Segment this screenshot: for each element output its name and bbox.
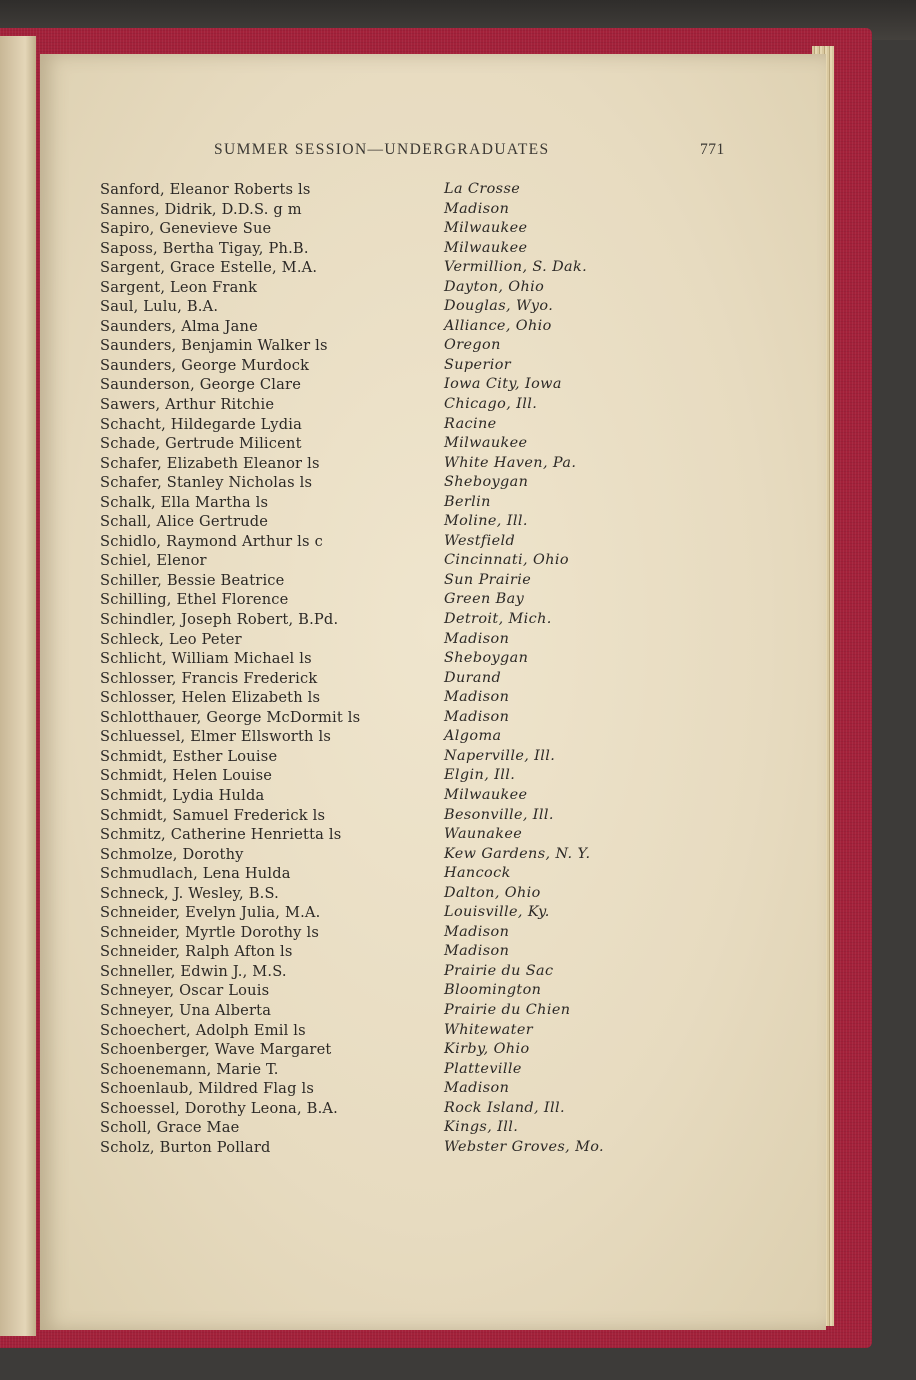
list-item: [100, 513, 700, 533]
list-item: [100, 416, 700, 436]
student-name: Schoessel, Dorothy Leona, B.A.: [100, 1099, 338, 1117]
student-name: Saunders, Alma Jane: [100, 317, 258, 335]
list-item: [100, 611, 700, 631]
list-item: [100, 357, 700, 377]
student-hometown: Naperville, Ill.: [444, 747, 556, 764]
list-item: [100, 474, 700, 494]
list-item: [100, 1139, 700, 1159]
list-item: [100, 240, 700, 260]
list-item: [100, 826, 700, 846]
student-name: Schacht, Hildegarde Lydia: [100, 415, 303, 433]
student-hometown: Kew Gardens, N. Y.: [444, 845, 591, 862]
list-item: [100, 865, 700, 885]
student-name: Sawers, Arthur Ritchie: [100, 396, 275, 414]
list-item: [100, 1119, 700, 1139]
student-hometown: Sun Prairie: [444, 571, 532, 588]
student-name: Sanford, Eleanor Roberts ls: [100, 181, 311, 198]
student-hometown: Westfield: [444, 532, 516, 549]
student-hometown: Vermillion, S. Dak.: [444, 259, 588, 276]
list-item: [100, 1061, 700, 1081]
student-hometown: Madison: [444, 689, 510, 706]
student-name: Schiller, Bessie Beatrice: [100, 571, 285, 589]
student-name: Schluessel, Elmer Ellsworth ls: [100, 728, 332, 746]
list-item: [100, 1022, 700, 1042]
student-hometown: Chicago, Ill.: [444, 396, 538, 413]
student-name: Sargent, Grace Estelle, M.A.: [100, 259, 318, 277]
list-item: [100, 670, 700, 690]
list-item: [100, 318, 700, 338]
list-item: [100, 807, 700, 827]
student-hometown: Madison: [444, 923, 510, 940]
list-item: [100, 748, 700, 768]
student-hometown: Madison: [444, 708, 510, 725]
student-name: Schoenberger, Wave Margaret: [100, 1041, 332, 1059]
student-hometown: Kings, Ill.: [444, 1119, 519, 1136]
facing-page-edge: [0, 36, 36, 1336]
student-name: Saunders, George Murdock: [100, 356, 310, 374]
student-hometown: Moline, Ill.: [444, 513, 528, 530]
list-item: [100, 1080, 700, 1100]
list-item: [100, 924, 700, 944]
student-name: Schneyer, Oscar Louis: [100, 982, 270, 1000]
list-item: [100, 494, 700, 514]
student-name: Schneider, Ralph Afton ls: [100, 943, 293, 961]
list-item: [100, 533, 700, 553]
student-name: Scholz, Burton Pollard: [100, 1138, 271, 1156]
student-name: Schade, Gertrude Milicent: [100, 435, 302, 453]
student-hometown: Prairie du Sac: [444, 962, 554, 979]
student-hometown: Milwaukee: [444, 435, 528, 452]
student-name: Schindler, Joseph Robert, B.Pd.: [100, 611, 339, 629]
list-item: [100, 376, 700, 396]
student-name: Saunders, Benjamin Walker ls: [100, 337, 328, 355]
student-hometown: Louisville, Ky.: [444, 904, 550, 921]
student-name: Schmolze, Dorothy: [100, 845, 244, 863]
student-hometown: Algoma: [444, 728, 502, 745]
student-hometown: Hancock: [444, 865, 511, 882]
list-item: [100, 552, 700, 572]
list-item: [100, 728, 700, 748]
student-name: Schlotthauer, George McDormit ls: [100, 708, 361, 726]
student-name: Saunderson, George Clare: [100, 376, 302, 394]
student-hometown: Detroit, Mich.: [444, 611, 552, 628]
student-hometown: Besonville, Ill.: [444, 806, 554, 823]
list-item: [100, 279, 700, 299]
student-name: Sannes, Didrik, D.D.S. g m: [100, 200, 302, 218]
list-item: [100, 337, 700, 357]
list-item: [100, 963, 700, 983]
student-hometown: Madison: [444, 630, 510, 647]
list-item: [100, 572, 700, 592]
student-name: Schilling, Ethel Florence: [100, 591, 289, 609]
student-name: Schneider, Myrtle Dorothy ls: [100, 923, 320, 941]
list-item: [100, 259, 700, 279]
student-name: Sargent, Leon Frank: [100, 278, 258, 296]
student-hometown: Sheboygan: [444, 650, 529, 667]
list-item: [100, 201, 700, 221]
student-hometown: Oregon: [444, 337, 501, 354]
list-item: [100, 885, 700, 905]
student-hometown: Dalton, Ohio: [444, 884, 541, 901]
student-name: Schoenlaub, Mildred Flag ls: [100, 1080, 315, 1098]
list-item: [100, 904, 700, 924]
student-hometown: Sheboygan: [444, 474, 529, 491]
student-name: Schall, Alice Gertrude: [100, 513, 269, 531]
student-hometown: Racine: [444, 415, 497, 432]
student-hometown: Bloomington: [444, 982, 542, 999]
student-name: Schmidt, Esther Louise: [100, 747, 278, 765]
list-item: [100, 1002, 700, 1022]
student-name: Schlosser, Helen Elizabeth ls: [100, 689, 321, 707]
student-hometown: Superior: [444, 356, 512, 373]
student-hometown: White Haven, Pa.: [444, 454, 577, 471]
list-item: [100, 298, 700, 318]
student-hometown: Cincinnati, Ohio: [444, 552, 569, 569]
student-hometown: Berlin: [444, 493, 491, 510]
student-name: Schmudlach, Lena Hulda: [100, 865, 291, 883]
student-name: Schneck, J. Wesley, B.S.: [100, 884, 279, 902]
student-hometown: Madison: [444, 1080, 510, 1097]
student-hometown: La Crosse: [444, 181, 521, 197]
student-hometown: Madison: [444, 200, 510, 217]
student-name: Schneller, Edwin J., M.S.: [100, 962, 287, 980]
student-hometown: Rock Island, Ill.: [444, 1099, 565, 1116]
list-item: [100, 631, 700, 651]
running-header: SUMMER SESSION—UNDERGRADUATES: [214, 141, 550, 158]
student-hometown: Douglas, Wyo.: [444, 298, 554, 315]
student-name: Schmitz, Catherine Henrietta ls: [100, 826, 342, 844]
list-item: [100, 689, 700, 709]
student-name: Schlicht, William Michael ls: [100, 650, 312, 668]
student-name: Schiel, Elenor: [100, 552, 207, 570]
list-item: [100, 787, 700, 807]
student-hometown: Platteville: [444, 1060, 522, 1077]
student-hometown: Alliance, Ohio: [444, 317, 552, 334]
student-name: Schlosser, Francis Frederick: [100, 669, 318, 687]
list-item: [100, 396, 700, 416]
student-name: Sapiro, Genevieve Sue: [100, 220, 272, 238]
student-hometown: Webster Groves, Mo.: [444, 1138, 605, 1155]
student-hometown: Waunakee: [444, 826, 523, 843]
student-hometown: Dayton, Ohio: [444, 278, 545, 295]
student-name: Schmidt, Lydia Hulda: [100, 786, 265, 804]
list-item: [100, 455, 700, 475]
list-item: [100, 1041, 700, 1061]
student-name: Schmidt, Samuel Frederick ls: [100, 806, 326, 824]
list-item: [100, 220, 700, 240]
student-name: Saposs, Bertha Tigay, Ph.B.: [100, 239, 309, 257]
list-item: [100, 767, 700, 787]
student-name: Schafer, Elizabeth Eleanor ls: [100, 454, 320, 472]
student-hometown: Iowa City, Iowa: [444, 376, 562, 393]
student-name: Schafer, Stanley Nicholas ls: [100, 474, 313, 492]
student-name: Saul, Lulu, B.A.: [100, 298, 219, 316]
list-item: [100, 591, 700, 611]
student-hometown: Durand: [444, 669, 502, 686]
student-list: [100, 181, 700, 1158]
list-item: [100, 435, 700, 455]
list-item: [100, 1100, 700, 1120]
student-hometown: Green Bay: [444, 591, 525, 608]
student-name: Schalk, Ella Martha ls: [100, 493, 269, 511]
student-name: Schmidt, Helen Louise: [100, 767, 273, 785]
list-item: [100, 982, 700, 1002]
student-hometown: Prairie du Chien: [444, 1001, 571, 1018]
list-item: [100, 650, 700, 670]
student-hometown: Milwaukee: [444, 220, 528, 237]
student-name: Schoenemann, Marie T.: [100, 1060, 279, 1078]
student-name: Schneyer, Una Alberta: [100, 1001, 272, 1019]
student-hometown: Kirby, Ohio: [444, 1041, 530, 1058]
list-item: [100, 943, 700, 963]
student-name: Schidlo, Raymond Arthur ls c: [100, 532, 323, 550]
list-item: [100, 181, 700, 201]
student-hometown: Madison: [444, 943, 510, 960]
student-name: Schneider, Evelyn Julia, M.A.: [100, 904, 321, 922]
student-hometown: Whitewater: [444, 1021, 534, 1038]
student-hometown: Milwaukee: [444, 239, 528, 256]
student-name: Schoechert, Adolph Emil ls: [100, 1021, 306, 1039]
list-item: [100, 709, 700, 729]
student-name: Scholl, Grace Mae: [100, 1119, 240, 1137]
student-name: Schleck, Leo Peter: [100, 630, 242, 648]
list-item: [100, 846, 700, 866]
student-hometown: Elgin, Ill.: [444, 767, 516, 784]
page-number: 771: [700, 141, 725, 158]
student-hometown: Milwaukee: [444, 786, 528, 803]
